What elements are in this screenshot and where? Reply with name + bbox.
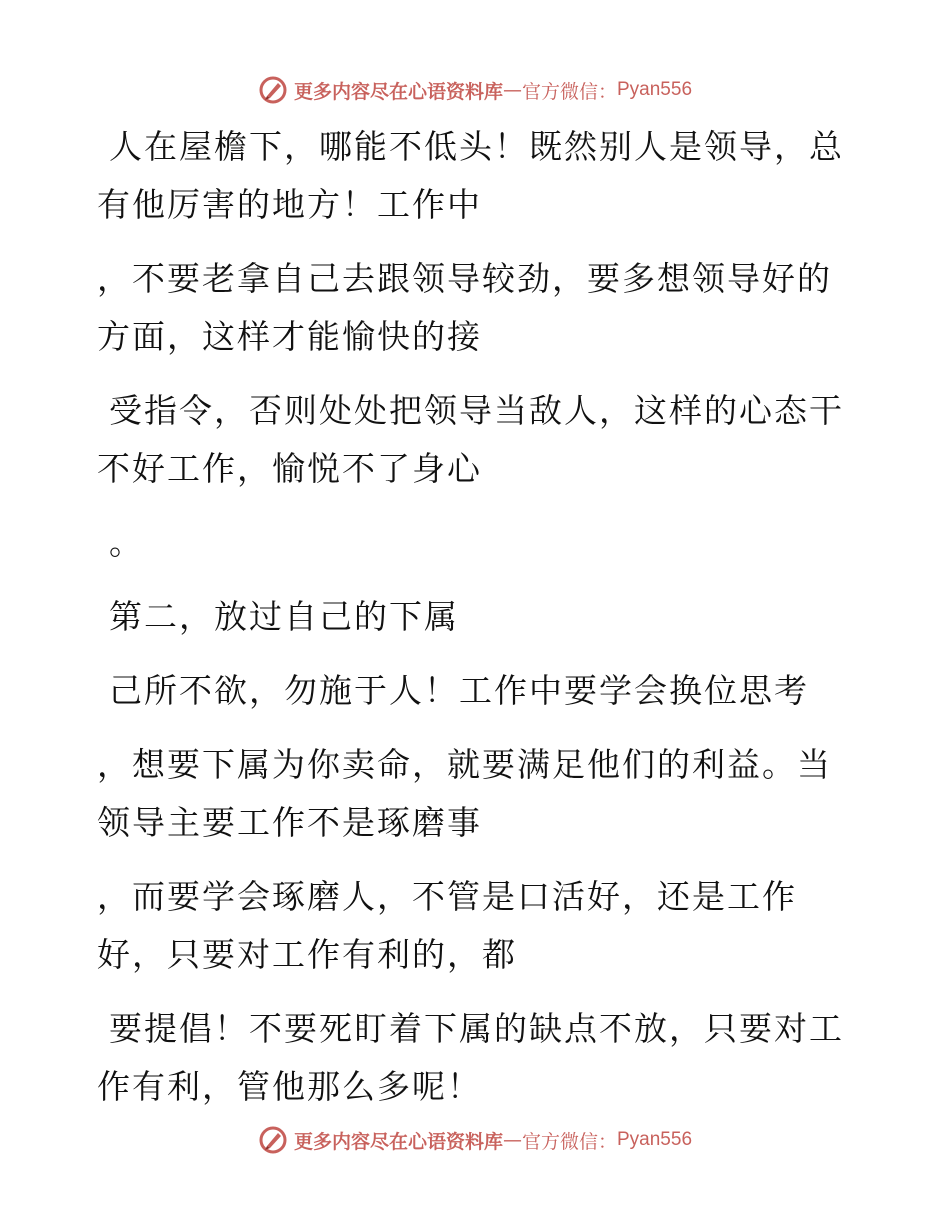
paragraph: [97, 514, 832, 572]
paragraph: [97, 1000, 844, 1116]
paragraph-line: 受指令，否则处处把领导当敌人，这样的心态干: [109, 391, 844, 430]
paragraph-line: 作有利，管他那么多呢！: [97, 1067, 482, 1106]
paragraph: [97, 662, 832, 720]
banner-separator: —: [502, 1129, 522, 1151]
paragraph-line: 。: [109, 523, 144, 562]
banner-separator: —: [502, 79, 522, 101]
paragraph-line: 不好工作，愉悦不了身心: [97, 449, 482, 488]
paragraph-line: ，而要学会琢磨人，不管是口活好，还是工作: [97, 877, 797, 916]
paragraph-line: 好，只要对工作有利的，都: [97, 935, 517, 974]
banner-wechat-id: Pyan556: [617, 79, 693, 100]
pen-logo-icon: [258, 1125, 288, 1155]
section-heading: [97, 588, 832, 646]
paragraph-line: 第二，放过自己的下属: [109, 597, 459, 636]
banner-main-text: 更多内容尽在心语资料库: [293, 1130, 503, 1153]
paragraph-line: ，想要下属为你卖命，就要满足他们的利益。当: [97, 745, 832, 784]
paragraph-line: 领导主要工作不是琢磨事: [97, 803, 482, 842]
paragraph: [97, 868, 832, 984]
paragraph-line: 有他厉害的地方！工作中: [97, 185, 482, 224]
header-banner: [0, 70, 950, 110]
paragraph-line: 人在屋檐下，哪能不低头！既然别人是领导，总: [109, 127, 844, 166]
paragraph: [97, 736, 832, 852]
banner-wechat-id: Pyan556: [617, 1129, 693, 1150]
banner-wechat-label: 官方微信：: [521, 1130, 617, 1153]
pen-logo-icon: [258, 75, 288, 105]
footer-banner: [0, 1120, 950, 1160]
paragraph: [97, 382, 844, 498]
paragraph-line: 要提倡！不要死盯着下属的缺点不放，只要对工: [109, 1009, 844, 1048]
paragraph-line: 己所不欲，勿施于人！工作中要学会换位思考: [109, 671, 809, 710]
banner-wechat-label: 官方微信：: [521, 80, 617, 103]
paragraph: [97, 118, 844, 234]
paragraph-line: ，不要老拿自己去跟领导较劲，要多想领导好的: [97, 259, 832, 298]
document-body: [97, 118, 844, 1132]
banner-main-text: 更多内容尽在心语资料库: [293, 80, 503, 103]
paragraph-line: 方面，这样才能愉快的接: [97, 317, 482, 356]
paragraph: [97, 250, 832, 366]
